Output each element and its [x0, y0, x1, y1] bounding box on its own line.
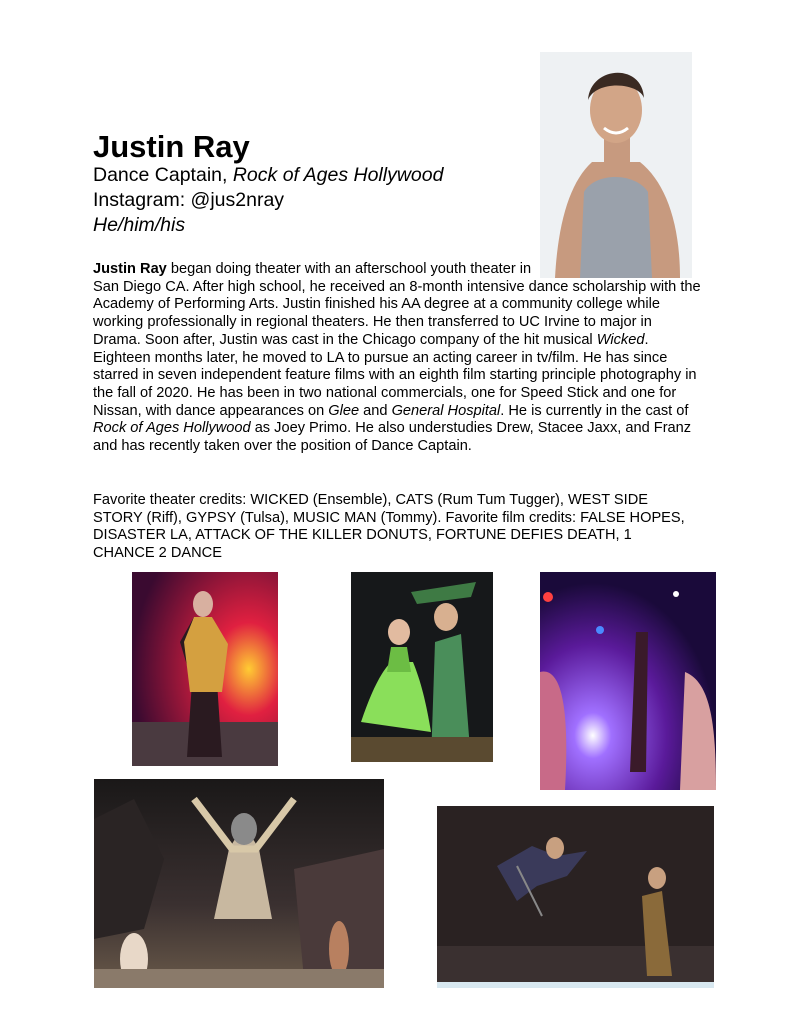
bio-text: . He is currently in the cast of — [500, 402, 689, 419]
bio-paragraph — [93, 261, 701, 456]
bio-text: and — [359, 402, 392, 419]
role-show: Rock of Ages Hollywood — [232, 164, 444, 186]
bio-text: . Eighteen months later, he moved to LA to pursue an acting career in tv/film. He has since starred in seven independent feature films with an eighth film starting principle photography in the fall of 2020. He has been in two national commercials, one for Speed Stick and one for Nissan, with dance appearances on — [93, 331, 697, 419]
bio-rock-of-ages: Rock of Ages Hollywood — [93, 420, 251, 437]
bio-glee: Glee — [328, 402, 360, 419]
bio-wicked: Wicked — [596, 331, 645, 348]
role-prefix: Dance Captain, — [93, 164, 233, 186]
stage-photo-jump — [437, 806, 714, 988]
stage-photo-cats — [94, 779, 384, 988]
bio-text: as Joey Primo. He also understudies Drew, Stacee Jaxx, and Franz and has recently taken over the position of Dance Captain. — [93, 420, 692, 455]
pronouns: He/him/his — [93, 214, 186, 236]
role-line — [93, 163, 443, 187]
instagram-handle: Instagram: @jus2nray — [93, 189, 285, 211]
stage-photo-concert — [540, 572, 716, 790]
bio-lead-name: Justin Ray — [93, 261, 167, 277]
stage-photo-costume — [132, 572, 278, 766]
favorite-credits: Favorite theater credits: WICKED (Ensemble), CATS (Rum Tum Tugger), WEST SIDE STORY (Riff), GYPSY (Tulsa), MUSIC MAN (Tommy). Favorite film credits: FALSE HOPES, DISASTER LA, ATTACK OF THE KILLER DONUTS, FORTUNE DEFIES DEATH, 1 CHANCE 2 DANCE — [93, 492, 685, 562]
bio-general-hospital: General Hospital — [391, 402, 501, 419]
page-title: Justin Ray — [93, 129, 250, 164]
headshot-photo — [540, 52, 692, 278]
bio-text: began doing theater with an afterschool youth theater in San Diego CA. After high school, he received an 8-month intensive dance scholarship with the Academy of Performing Arts. Justin finished his AA degree at a community college while working professionally in regional theaters. He then transferred to UC Irvine to major in Drama. Soon after, Justin was cast in the Chicago company of the hit musical — [93, 261, 701, 348]
stage-photo-wicked — [351, 572, 493, 762]
